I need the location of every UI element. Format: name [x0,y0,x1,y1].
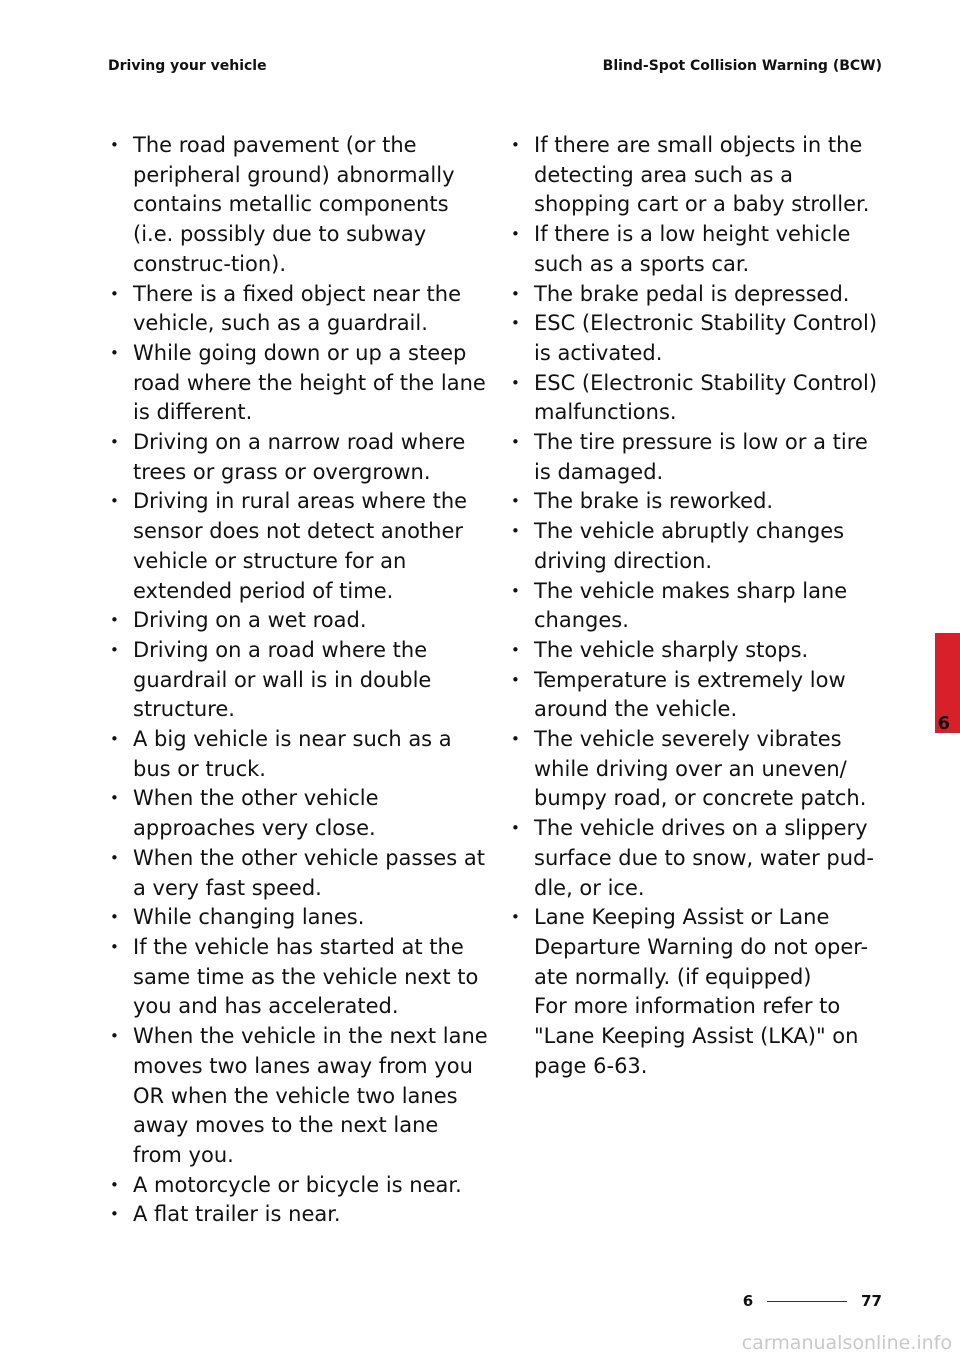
left-bullet-list [110,131,488,1230]
list-item: • The road pavement (or the peripheral ground) abnormally contains metallic components (i.e. possibly due to subway construc-tion). [110,131,488,280]
list-item: • The vehicle makes sharp lane changes. [511,577,883,636]
footer-chapter: 6 [742,1292,754,1310]
list-item: • When the other vehicle approaches very close. [110,784,488,843]
section-title: Driving your vehicle [108,58,267,74]
list-item: • A motorcycle or bicycle is near. [110,1171,488,1201]
list-item: • Driving on a wet road. [110,606,488,636]
right-bullet-list [511,131,883,1082]
footer-divider [767,1301,847,1302]
list-item: • The vehicle abruptly changes driving direction. [511,517,883,576]
list-item: • If there are small objects in the detecting area such as a shopping cart or a baby stroller. [511,131,883,220]
list-item: • The vehicle sharply stops. [511,636,883,666]
list-item: • ESC (Electronic Stability Control) is activated. [511,309,883,368]
list-item: • The brake is reworked. [511,487,883,517]
list-item: • There is a fixed object near the vehicle, such as a guardrail. [110,280,488,339]
list-item: • Driving on a road where the guardrail or wall is in double structure. [110,636,488,725]
list-item: • While changing lanes. [110,903,488,933]
cross-reference-note: For more information refer to "Lane Keeping Assist (LKA)" on page 6-63. [534,994,859,1078]
list-item: • ESC (Electronic Stability Control) malfunctions. [511,369,883,428]
list-item: • If there is a low height vehicle such as a sports car. [511,220,883,279]
page-footer [743,1292,882,1310]
list-item: • While going down or up a steep road where the height of the lane is different. [110,339,488,428]
list-item: • A flat trailer is near. [110,1200,488,1230]
list-item: • Driving in rural areas where the sensor does not detect another vehicle or structure for an extended period of time. [110,487,488,606]
page-number: 77 [861,1292,882,1310]
list-item: • A big vehicle is near such as a bus or truck. [110,725,488,784]
list-item: • The vehicle drives on a slippery surface due to snow, water pud-dle, or ice. [511,814,883,903]
page-header [108,58,882,74]
list-item: • Temperature is extremely low around the vehicle. [511,666,883,725]
list-item: • When the vehicle in the next lane moves two lanes away from you OR when the vehicle two lanes away moves to the next lane from you. [110,1022,488,1171]
list-item: • The vehicle severely vibrates while driving over an uneven/ bumpy road, or concrete patch. [511,725,883,814]
list-item: • Driving on a narrow road where trees or grass or overgrown. [110,428,488,487]
list-item: • The brake pedal is depressed. [511,280,883,310]
list-item-with-note [511,903,883,1081]
chapter-tab-number: 6 [937,713,950,734]
list-item-text: Lane Keeping Assist or Lane Departure Warning do not oper-ate normally. (if equipped) [534,905,869,989]
topic-title: Blind-Spot Collision Warning (BCW) [602,58,882,74]
list-item: • When the other vehicle passes at a very fast speed. [110,844,488,903]
watermark: carmanualsonline.info [741,1332,952,1354]
list-item: • The tire pressure is low or a tire is damaged. [511,428,883,487]
list-item: • If the vehicle has started at the same time as the vehicle next to you and has accelerated. [110,933,488,1022]
